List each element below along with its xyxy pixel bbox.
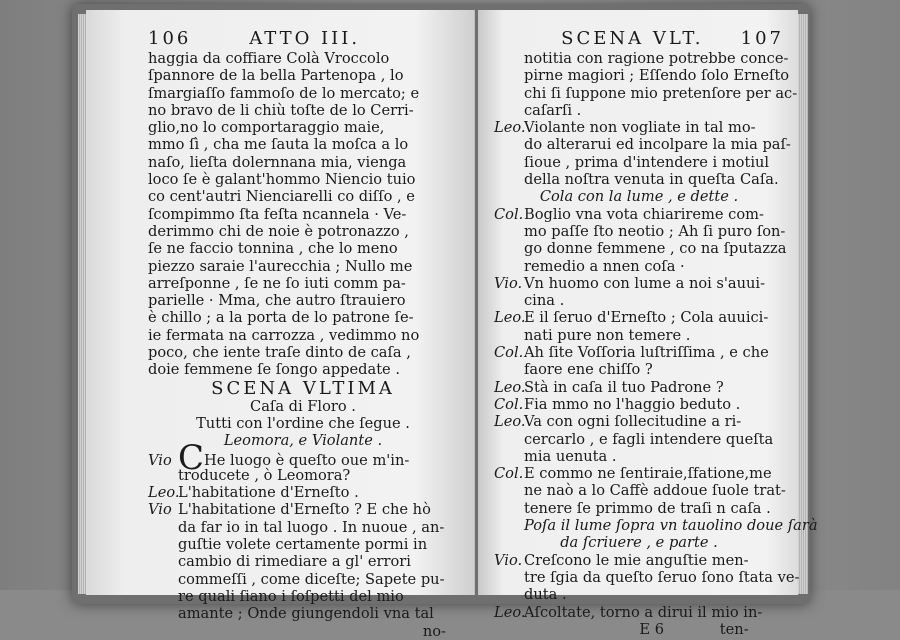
- dialogue-text: Creſcono le mie anguſtie men-: [524, 551, 749, 569]
- dialogue-text: mia uenuta .: [524, 447, 617, 465]
- dialogue-line: [494, 413, 784, 430]
- dialogue-line: [494, 188, 784, 205]
- dialogue-text: guſtie volete certamente pormi in: [178, 536, 428, 554]
- dialogue-line: [494, 534, 784, 551]
- dialogue-text: E il ſeruo d'Erneſto ; Cola auuici-: [524, 309, 769, 327]
- dialogue-line: [494, 396, 784, 413]
- dialogue-line: [494, 552, 784, 569]
- dialogue-text: ne naò a lo Caffè addoue ſuole trat-: [524, 482, 786, 500]
- text-line: arreſponne , ſe ne ſo iuti comm pa-: [148, 274, 406, 292]
- dialogue-text: tenere ſe primmo de traſi n caſa .: [524, 499, 771, 517]
- left-running-header: [148, 28, 458, 50]
- dialogue-line: [494, 309, 784, 326]
- text-line: glio,no lo comportaraggio maie,: [148, 119, 385, 137]
- dialogue-text: Aſcoltate, torno a dirui il mio in-: [524, 603, 763, 621]
- dialogue-line: [148, 588, 458, 605]
- drop-cap: C: [178, 437, 205, 478]
- dialogue-text: Boglio vna vota chiarireme com-: [524, 205, 764, 223]
- dialogue-line: [494, 327, 784, 344]
- text-line: naſo, lieſta dolernnana mia, vienga: [148, 153, 407, 171]
- dialogue-text: Violante non vogliate in tal mo-: [524, 119, 756, 137]
- right-page: [478, 10, 818, 638]
- dialogue-line: [148, 605, 458, 622]
- dialogue-text: Va con ogni ſollecitudine a ri-: [524, 413, 742, 431]
- dialogue-line: [494, 344, 784, 361]
- text-line: ie fermata na carrozza , vedimmo no: [148, 326, 420, 344]
- left-prose-block: [148, 50, 458, 379]
- dialogue-line: [494, 154, 784, 171]
- dialogue-line: [494, 84, 798, 102]
- dialogue-text: cina .: [524, 292, 565, 310]
- text-line: mmo ſì , cha me ſauta la moſca a lo: [148, 136, 409, 154]
- speaker-label: Vio: [148, 501, 172, 519]
- dialogue-text: remedio a nnen coſa ·: [524, 257, 685, 275]
- dialogue-line: [494, 361, 784, 378]
- speaker-label: Leo.: [494, 413, 526, 431]
- dialogue-line: [148, 571, 458, 588]
- running-head: ATTO III.: [249, 28, 361, 49]
- text-line: loco ſe è galant'hommo Niencio tuio: [148, 171, 416, 189]
- speaker-label: Col.: [494, 465, 524, 483]
- speaker-label: Leo.: [494, 119, 526, 137]
- page-number: 106: [148, 28, 192, 49]
- dialogue-line: [494, 431, 784, 448]
- dialogue-line: [494, 568, 800, 586]
- dialogue-text: Vn huomo con lume a noi s'auui-: [524, 274, 766, 292]
- dialogue-line: [148, 484, 458, 501]
- dialogue-line: [494, 465, 784, 482]
- right-running-header: [494, 28, 784, 50]
- right-page-edges: [798, 14, 808, 594]
- text-line: doie femmene ſe ſongo appedate .: [148, 361, 400, 379]
- dialogue-line: [494, 50, 789, 67]
- dialogue-line: [494, 119, 784, 136]
- running-head: SCENA VLT.: [561, 28, 704, 49]
- dialogue-line: [494, 586, 784, 603]
- text-line: derimmo chi de noie è potronazzo ,: [148, 222, 409, 240]
- dialogue-text: Poſa il lume ſopra vn tauolino doue ſarà: [524, 517, 818, 535]
- dialogue-text: Stà in caſa il tuo Padrone ?: [524, 378, 724, 396]
- speaker-label: Col.: [494, 344, 524, 362]
- speaker-label: Vio.: [494, 274, 523, 292]
- dialogue-text: L'habitatione d'Erneſto ? E che hò: [178, 501, 431, 519]
- dialogue-text: duta .: [524, 586, 567, 604]
- text-line: parielle · Mma, che autro ſtrauiero: [148, 292, 406, 310]
- dialogue-line: [494, 258, 784, 275]
- right-text-column: [494, 28, 818, 638]
- dialogue-text: Fia mmo no l'haggio beduto .: [524, 395, 741, 413]
- speaker-label: Leo.: [148, 484, 180, 502]
- dialogue-text: tre ſgia da queſto ſeruo ſono ſtata ve-: [524, 568, 800, 586]
- left-page: [86, 10, 475, 640]
- dialogue-text: L'habitatione d'Erneſto .: [178, 484, 359, 502]
- dialogue-line: [494, 171, 784, 188]
- dialogue-line: [494, 240, 787, 258]
- scene-setting: Caſa di Floro .: [250, 397, 356, 415]
- dialogue-text: caſarſi .: [524, 101, 582, 119]
- speaker-label: Col.: [494, 205, 524, 223]
- speaker-label: Col.: [494, 395, 524, 413]
- catchword: ten-: [719, 620, 749, 638]
- dialogue-text: cambio di rimediare a gl' errori: [178, 553, 411, 571]
- scene-title: SCENA VLTIMA: [211, 377, 395, 399]
- dialogue-text: troducete , ò Leomora?: [178, 466, 351, 484]
- dialogue-line: [148, 519, 458, 536]
- dialogue-line: [148, 467, 458, 484]
- dialogue-text: E commo ne ſentiraie,ſfatione,me: [524, 465, 772, 483]
- dialogue-text: nati pure non temere .: [524, 326, 691, 344]
- text-line: haggia da coffiare Colà Vroccolo: [148, 50, 390, 67]
- dialogue-line: [494, 292, 784, 309]
- dialogue-line: [494, 275, 784, 292]
- dialogue-text: mo paſſe ſto neotio ; Ah ſi puro ſon-: [524, 222, 786, 240]
- text-line: co cent'autri Nienciarelli co diſſo , e: [148, 188, 415, 206]
- dialogue-line: [494, 517, 818, 535]
- text-line: ſcompimmo ſta feſta ncannela · Ve-: [148, 205, 407, 223]
- dialogue-line: [494, 223, 784, 240]
- dialogue-text: della noſtra venuta in queſta Caſa.: [524, 171, 779, 189]
- dialogue-text: notitia con ragione potrebbe conce-: [524, 50, 789, 67]
- dialogue-line: [494, 136, 791, 154]
- dialogue-text: amante ; Onde giungendoli vna tal: [178, 605, 434, 623]
- speaker-label: Leo.: [494, 309, 526, 327]
- dialogue-text: do alterarui ed incolpare la mia paſ-: [524, 136, 791, 154]
- dialogue-line: [494, 448, 784, 465]
- dialogue-line: [494, 500, 784, 517]
- dialogue-line: [494, 67, 790, 85]
- text-line: ſmargiaſſo fammoſo de lo mercato; e: [148, 84, 420, 102]
- text-line: ſe ne faccio tonnina , che lo meno: [148, 240, 398, 258]
- text-line: poco, che iente traſe dinto de caſa ,: [148, 344, 411, 362]
- dialogue-text: faore ene chiſſo ?: [524, 361, 653, 379]
- left-text-column: [148, 28, 458, 640]
- dialogue-text: re quali ſiano i ſoſpetti del mio: [178, 587, 404, 605]
- dialogue-text: pirne magiori ; Eſſendo ſolo Erneſto: [524, 67, 790, 85]
- speaker-label: Vio.: [494, 551, 523, 569]
- dialogue-text: go donne femmene , co na ſputazza: [524, 240, 787, 258]
- speaker-label: Leo.: [494, 603, 526, 621]
- dialogue-line: [494, 604, 784, 621]
- dialogue-text: Ah ſite Voſſoria luſtriſſima , e che: [524, 344, 769, 362]
- dialogue-text: commeſſi , come diceſte; Sapete pu-: [178, 570, 445, 588]
- page-footer: [494, 621, 784, 638]
- text-line: ſpannore de la bella Partenopa , lo: [148, 67, 404, 85]
- dialogue-line: [148, 501, 458, 518]
- dialogue-text: chi ſi ſuppone mio pretenſore per ac-: [524, 84, 798, 102]
- dialogue-text: cercarlo , e fagli intendere queſta: [524, 430, 774, 448]
- page-number: 107: [740, 28, 784, 49]
- right-dialogue-block: [494, 50, 818, 621]
- dialogue-line: [494, 482, 784, 499]
- text-line: no bravo de li chiù toſte de lo Cerri-: [148, 101, 414, 119]
- speaker-label: Leo.: [494, 378, 526, 396]
- character-list: Leomora, e Violante .: [223, 432, 383, 450]
- signature-mark: E 6: [639, 620, 664, 638]
- text-line: è chillo ; a la porta de lo patrone ſe-: [148, 309, 414, 327]
- dialogue-text: da far io in tal luogo . In nuoue , an-: [178, 518, 445, 536]
- stage-direction: Tutti con l'ordine che ſegue .: [196, 414, 410, 432]
- dialogue-text: ſioue , prima d'intendere i motiul: [524, 153, 770, 171]
- dialogue-line: [148, 553, 458, 570]
- dialogue-line: [494, 102, 784, 119]
- dialogue-text: Cola con la lume , e dette .: [539, 188, 739, 206]
- dialogue-line: [148, 536, 458, 553]
- text-line: piezzo saraie l'aurecchia ; Nullo me: [148, 257, 413, 275]
- dialogue-text: da ſcriuere , e parte .: [560, 534, 718, 552]
- catchword: no-: [422, 622, 446, 640]
- dialogue-line: [494, 379, 784, 396]
- speaker-label: Vio: [148, 451, 172, 469]
- dialogue-line: [494, 206, 784, 223]
- dialogue-text: He luogo è queſto oue m'in-: [204, 451, 410, 469]
